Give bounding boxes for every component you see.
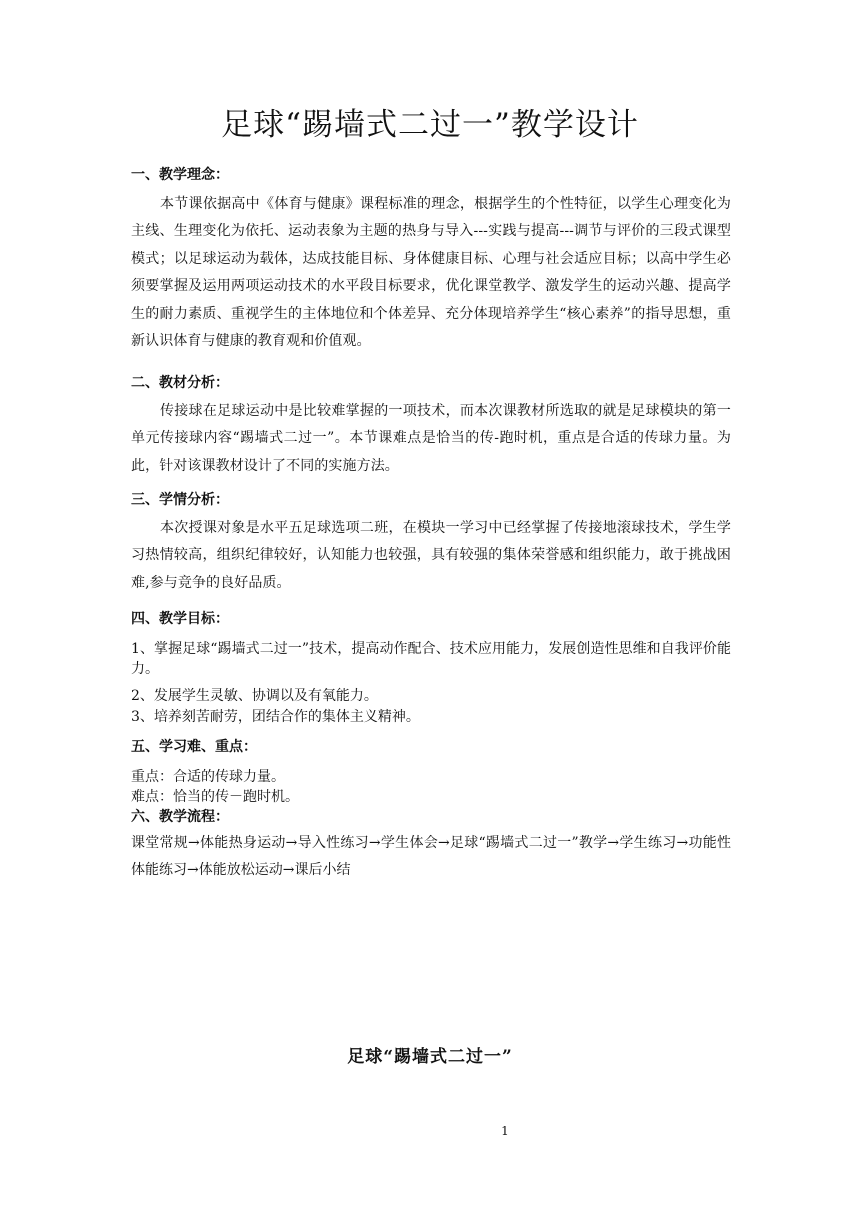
goal-item-1: 1、掌握足球“踢墙式二过一”技术，提高动作配合、技术应用能力，发展创造性思维和自我评价能力。 [131,641,731,677]
section-heading-teaching-goals: 四、教学目标： [131,611,229,627]
section-heading-learner-analysis: 三、学情分析： [131,492,229,508]
section-heading-key-points: 五、学习难、重点： [131,739,257,755]
goal-item-3: 3、培养刻苦耐劳，团结合作的集体主义精神。 [131,709,420,725]
section-heading-material-analysis: 二、教材分析： [131,375,229,391]
section-heading-teaching-process: 六、教学流程： [131,809,229,825]
document-title: 足球“踢墙式二过一”教学设计 [221,107,639,143]
lesson-subtitle: 足球“踢墙式二过一” [347,1047,513,1067]
goal-item-2: 2、发展学生灵敏、协调以及有氧能力。 [131,688,378,704]
difficulty-item: 难点：恰当的传－跑时机。 [131,789,299,805]
section-heading-teaching-philosophy: 一、教学理念： [131,167,229,183]
section-paragraph-teaching-philosophy: 本节课依据高中《体育与健康》课程标准的理念，根据学生的个性特征，以学生心理变化为主线、生理变化为依托、运动表象为主题的热身与导入---实践与提高---调节与评价的三段式课型模式；以足球运动为载体，达成技能目标、身体健康目标、心理与社会适应目标；以高中学生必须要掌握及运用两项运动技术的水平段目标要求，优化课堂教学、激发学生的运动兴趣、提高学生的耐力素质、重视学生的主体地位和个体差异、充分体现培养学生“核心素养”的指导思想，重新认识体育与健康的教育观和价值观。 [131,196,731,350]
key-point-item: 重点：合适的传球力量。 [131,769,285,785]
section-paragraph-learner-analysis: 本次授课对象是水平五足球选项二班，在模块一学习中已经掌握了传接地滚球技术，学生学习热情较高，组织纪律较好，认知能力也较强，具有较强的集体荣誉感和组织能力，敢于挑战困难,参与竞争的良好品质。 [131,520,731,591]
teaching-process-flow: 课堂常规→体能热身运动→导入性练习→学生体会→足球“踢墙式二过一”教学→学生练习→功能性体能练习→体能放松运动→课后小结 [131,835,731,878]
page-number: 1 [501,1124,509,1138]
section-paragraph-material-analysis: 传接球在足球运动中是比较难掌握的一项技术，而本次课教材所选取的就是足球模块的第一单元传接球内容“踢墙式二过一”。本节课难点是恰当的传-跑时机，重点是合适的传球力量。为此，针对该课教材设计了不同的实施方法。 [131,403,731,474]
